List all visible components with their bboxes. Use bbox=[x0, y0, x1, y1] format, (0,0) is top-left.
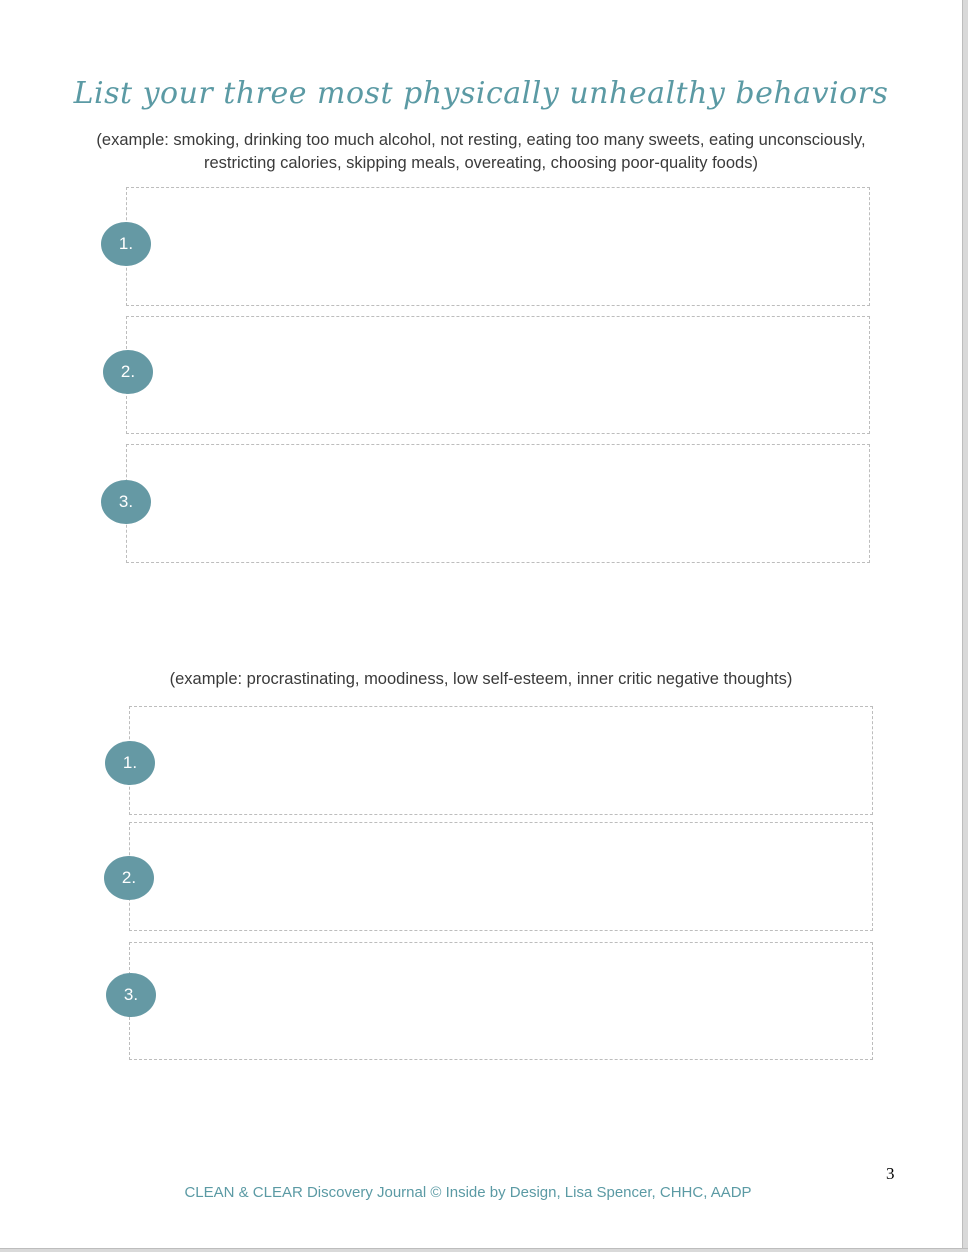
number-badge-1-2: 2. bbox=[103, 350, 153, 394]
number-badge-2-3: 3. bbox=[106, 973, 156, 1017]
answer-box-2-1[interactable] bbox=[129, 706, 873, 815]
section1-example-line2: restricting calories, skipping meals, overeating, choosing poor-quality foods) bbox=[204, 154, 758, 172]
answer-box-1-2[interactable] bbox=[126, 316, 870, 434]
section2-example-line: (example: procrastinating, moodiness, low self-esteem, inner critic negative thoughts) bbox=[169, 670, 793, 688]
answer-box-2-3[interactable] bbox=[129, 942, 873, 1060]
number-badge-2-1: 1. bbox=[105, 741, 155, 785]
number-badge-1-1: 1. bbox=[101, 222, 151, 266]
page-number: 3 bbox=[886, 1164, 895, 1183]
number-badge-2-2: 2. bbox=[104, 856, 154, 900]
page-edge-right bbox=[962, 0, 968, 1252]
answer-box-1-1[interactable] bbox=[126, 187, 870, 306]
answer-box-2-2[interactable] bbox=[129, 822, 873, 931]
footer-credit: CLEAN & CLEAR Discovery Journal © Inside by Design, Lisa Spencer, CHHC, AADP bbox=[184, 1184, 752, 1201]
answer-box-1-3[interactable] bbox=[126, 444, 870, 563]
section1-title: List your three most physically unhealthy behaviors bbox=[73, 76, 889, 111]
number-badge-1-3: 3. bbox=[101, 480, 151, 524]
page-edge-bottom bbox=[0, 1248, 968, 1252]
section1-example-line1: (example: smoking, drinking too much alcohol, not resting, eating too many sweets, eating unconsciously, bbox=[96, 131, 866, 149]
